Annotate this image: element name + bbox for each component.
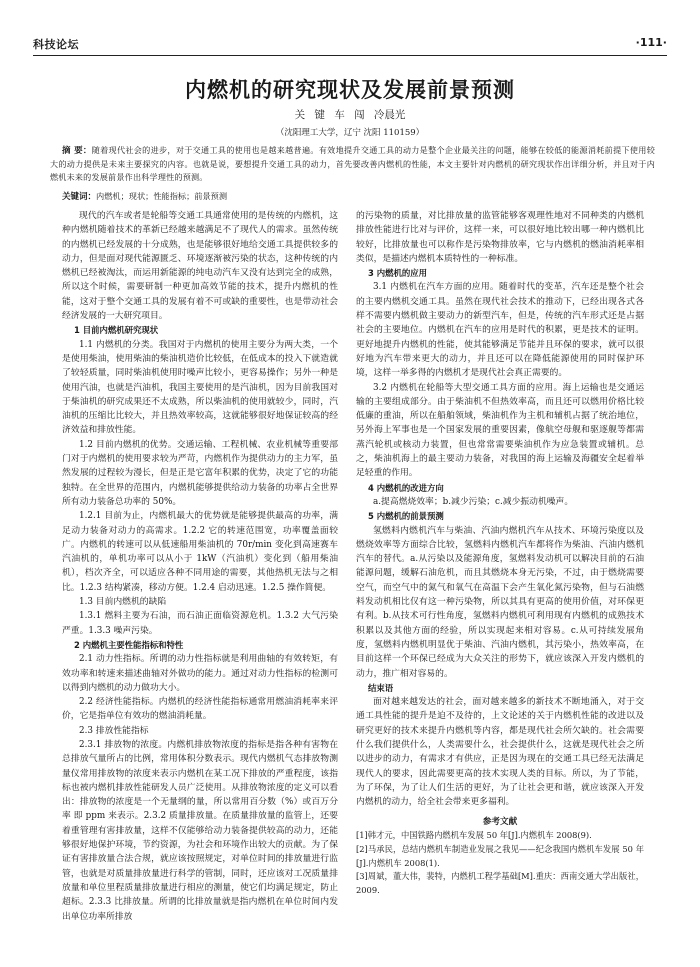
paragraph: 1.2.1 目前为止，内燃机最大的优势就是能够提供最高的功率，满足动力装备对动力的高需求。1.2.2 它的转速范围宽，功率覆盖面较广。内燃机的转速可以从低速船用柴油机的 70r/min 变化到高速赛车汽油机的，单机功率可以从小于 1kW（汽油机）变化到（船用柴油机），档次齐全，可以适应各种不同用途的需要，其他热机无法与之相比。1.2.3 结构紧凑，移动方便。1.2.4 启动迅速。1.2.5 操作简便。 xyxy=(62,511,338,593)
journal-column-name: 科技论坛 xyxy=(33,38,79,51)
paragraph: 氢燃料内燃机汽车与柴油、汽油内燃机汽车从技术、环境污染度以及燃烧效率等方面综合比较，氢燃料内燃机汽车都将作为柴油、汽油内燃机汽车的替代。a.从污染以及能源角度，氢燃料发动机可以解决目前的石油能源问题，缓解石油危机，而且其燃烧本身无污染，不过，由于燃烧需要空气，而空气中的氮气和氧气在高温下会产生氧化氮污染物，但与石油燃料发动机相比仅有这一种污染物，所以其具有更高的使用价值，对环保更有利。b.从技术可行性角度，氢燃料内燃机可利用现有内燃机的成熟技术积累以及其他方面的经验，所以实现起来相对容易。c.从可持续发展角度，氢燃料内燃机明显优于柴油、汽油内燃机，其污染小，热效率高，在目前这样一个环保已经成为大众关注的形势下，就应该深入开发内燃机的动力，推广相对容易的。 xyxy=(356,525,644,679)
article-authors: 关 键 车 闯 冷晨光 xyxy=(294,109,406,121)
section-heading: 5 内燃机的前景预测 xyxy=(368,511,444,522)
keywords-text: 内燃机；现状；性能指标；前景预测 xyxy=(96,191,228,201)
paragraph: 2.2 经济性能指标。内燃机的经济性能指标通常用燃油消耗率来评价，它是指单位有效功的燃油消耗量。 xyxy=(62,697,338,722)
paragraph: 1.2 目前内燃机的优势。交通运输、工程机械、农业机械等重要部门对于内燃机的使用要求较为严苛，内燃机作为提供动力的主力军，虽然发展的过程较为漫长，但是正是它富年积累的优势，决定了它的功能独特。在全世界的范围内，内燃机能够提供给动力装备的功率占全世界所有动力装备总功率的 50%。 xyxy=(62,439,338,507)
paragraph: 1.1 内燃机的分类。我国对于内燃机的使用主要分为两大类，一个是使用柴油，使用柴油的柴油机造价比较低，在低成本的投入下就造就了较轻质量，同时柴油机使用时噪声比较小，更容易操作；另外一种是使用汽油，也就是汽油机，我国主要使用的是汽油机，因为目前我国对于柴油机的研究成果还不太成熟，所以柴油机的使用就较少，同时，汽油机的压缩比比较大，并且热效率较高，这就能够很好地保证较高的经济效益和排放性能。 xyxy=(62,339,338,436)
section-heading: 2 内燃机主要性能指标和特性 xyxy=(74,639,184,650)
paragraph: 面对越来越发达的社会，面对越来越多的新技术不断地涌入，对于交通工具性能的提升是迫不及待的，上文论述的关于内燃机性能的改进以及研究更好的技术来提升内燃机等内容，都是现代社会所欠缺的。社会需要什么我们提供什么，人类需要什么，社会提供什么，这就是现代社会之所以进步的动力，有需求才有供应，正是因为现在的交通工具已经无法满足现代人的要求，因此需要更高的技术实现人类的目标。所以，为了节能，为了环保，为了让人们生活的更好，为了让社会更和谐，就应该深入开发内燃机的动力，给全社会带来更多福利。 xyxy=(356,697,644,808)
paragraph: 现代的汽车或者是轮船等交通工具通常使用的是传统的内燃机，这种内燃机随着技术的革新已经越来越满足不了现代人的需求。虽然传统的内燃机已经发展的十分成熟，也是能够很好地给交通工具提供较多的动力，但是面对现代能源匮乏、环境逐渐被污染的状态，这种传统的内燃机已经被淘汰，而运用新能源的纯电动汽车又没有达到完全的成熟，所以这个时候，需要研制一种更加高效节能的技术，提升内燃机的性能，这对于整个交通工具的发展有着不可或缺的重要性，也是带动社会经济发展的一大研究项目。 xyxy=(62,211,338,322)
abstract xyxy=(50,144,655,185)
section-heading: 结束语 xyxy=(368,682,394,693)
right-column-body xyxy=(356,209,644,809)
paragraph: 3.2 内燃机在轮船等大型交通工具方面的应用。海上运输也是交通运输的主要组成部分。由于柴油机不但热效率高，而且还可以燃用价格比较低廉的重油，所以在船舶领域，柴油机作为主机和辅机占据了统治地位，另外海上军事也是一个国家发展的重要因素，像航空母舰和驱逐舰等都需蒸汽轮机或核动力装置，但也常常需要柴油机作为应急装置或辅机。总之，柴油机海上的最主要动力装备，对我国的海上运输及海疆安全起着举足轻重的作用。 xyxy=(356,382,644,479)
paragraph: 1.3 目前内燃机的缺陷 xyxy=(79,597,167,608)
abstract-text: 随着现代社会的进步，对于交通工具的使用也是越来越普遍。有效地提升交通工具的动力是整个企业最关注的问题，能够在较低的能源消耗前提下使用较大的动力提供是未来主要探究的内容。也就是说，要想提升交通工具的动力，首先要改善内燃机的性能，本文主要针对内燃机的研究现状作出详细分析，并且对于内燃机未来的发展前景作出科学理性的预测。 xyxy=(50,145,656,183)
article-title: 内燃机的研究现状及发展前景预测 xyxy=(185,78,515,102)
page-number: ·111· xyxy=(635,36,667,49)
section-heading: 4 内燃机的改进方向 xyxy=(368,482,444,493)
paragraph: 3.1 内燃机在汽车方面的应用。随着时代的变革，汽车还是整个社会的主要内燃机交通工具。虽然在现代社会技术的推动下，已经出现各式各样不需要内燃机做主要动力的新型汽车，但是，传统的汽车形式还是占据社会的主要地位。内燃机在汽车的应用是时代的积累，更是技术的证明。更好地提升内燃机的性能，使其能够满足节能并且环保的要求，就可以很好地为汽车带来更大的动力，并且还可以在降低能源使用的同时保护环境，这样一举多得的内燃机才是现代社会真正需要的。 xyxy=(356,282,644,379)
reference-item: [1]韩才元，中国铁路内燃机车发展 50 年[J].内燃机车 2008(9). xyxy=(356,830,592,841)
running-header xyxy=(33,36,667,52)
paragraph: 1.3.1 燃料主要为石油，而石油正面临资源危机。1.3.2 大气污染严重。1.3.3 噪声污染。 xyxy=(62,611,338,636)
author-affiliation: （沈阳理工大学，辽宁 沈阳 110159） xyxy=(275,128,425,138)
section-heading: 3 内燃机的应用 xyxy=(368,268,427,279)
paragraph: a.提高燃烧效率；b.减少污染；c.减少振动机噪声。 xyxy=(373,496,574,507)
reference-item: [3]周斌，董大伟，裴特，内燃机工程学基础[M].重庆：西南交通大学出版社，2009. xyxy=(356,871,644,895)
paragraph: 2.3 排放性能指标 xyxy=(79,725,149,736)
keywords-label: 关键词： xyxy=(62,192,97,202)
abstract-label: 摘 要： xyxy=(62,146,92,156)
left-column xyxy=(62,209,338,924)
paragraph: 的污染物的质量，对比排放量的监管能够客观理性地对不同种类的内燃机排放性能进行比对与评价，这样一来，可以很好地比较出哪一种内燃机比较好，比排放量也可以称作是污染物排放率，它与内燃机的燃油消耗率相类似，是描述内燃机本质特性的一种标准。 xyxy=(356,211,644,264)
keywords xyxy=(62,190,652,202)
paragraph: 2.1 动力性指标。所谓的动力性指标就是利用曲轴的有效转矩，有效功率和转速来描述曲轴对外做功的能力。通过对动力性指标的检测可以得到内燃机的动力做功大小。 xyxy=(62,654,338,693)
section-heading: 1 目前内燃机研究现状 xyxy=(74,325,159,336)
header-rule xyxy=(33,55,667,56)
paragraph: 2.3.1 排放物的浓度。内燃机排放物浓度的指标是指各种有害物在总排放气量所占的比例，常用体积分数表示。现代内燃机气态排放物测量仪常用排放物的浓度来表示内燃机在某工况下排放的严重程度，该指标也被内燃机排放性能研发人员广泛使用。从排放物浓度的定义可以看出：排放物的浓度是一个无量纲的量，所以常用百分数（%）或百万分率 即 ppm 来表示。2.3.2 质量排放量。在质量排放量的监管上，还要着重管理有害排放量，这样不仅能够给动力装备提供较高的动力，还能够很好地保护环境，节约资源，为社会和环境作出较大的贡献。为了保证有害排放量合法合规，就应该按照规定，对单位时间的排放量进行监管，也就是对质量排放量进行科学的管制，同时，还应该对工况质量排放量和单位里程质量排放量进行相应的测量，使它们均满足规定，防止超标。2.3.3 比排放量。所谓的比排放量就是指内燃机在单位时间内发出单位功率所排放 xyxy=(62,739,338,922)
right-column xyxy=(356,209,644,897)
references-list xyxy=(356,829,644,897)
reference-item: [2]马承民，总结内燃机车制造业发展之我见——纪念我国内燃机车发展 50 年[J].内燃机车 2008(1). xyxy=(356,844,644,868)
references-title: 参考文献 xyxy=(482,817,518,828)
